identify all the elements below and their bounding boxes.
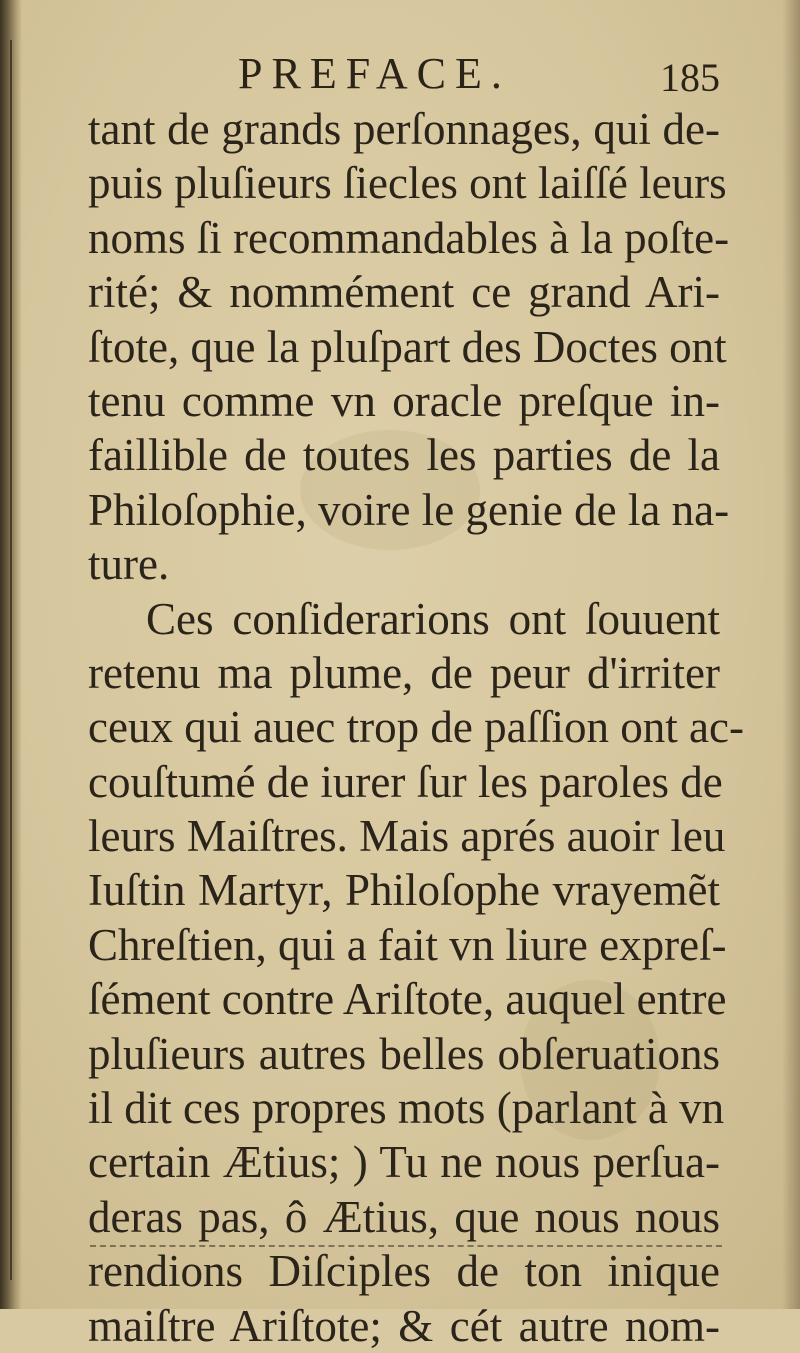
text-line: ceux qui auec trop de paſſion ont ac- bbox=[88, 702, 744, 753]
binding-shadow-line bbox=[10, 40, 12, 1280]
text-line: Chreſtien, qui a fait vn liure expreſ- bbox=[88, 919, 727, 970]
page-header bbox=[90, 46, 720, 102]
text-line: rendions Diſciples de ton inique bbox=[88, 1246, 720, 1297]
text-line: ture. bbox=[88, 539, 170, 590]
body-text bbox=[88, 102, 744, 1353]
text-line: Iuſtin Martyr, Philoſophe vrayemẽt bbox=[88, 865, 720, 916]
running-title: PREFACE. bbox=[238, 49, 511, 98]
text-line: leurs Maiſtres. Mais aprés auoir leu bbox=[88, 811, 726, 862]
text-line: noms ſi recommandables à la poſte- bbox=[88, 212, 730, 263]
text-line: il dit ces propres mots (parlant à vn bbox=[88, 1083, 725, 1134]
text-line: ſément contre Ariſtote, auquel entre bbox=[88, 974, 727, 1025]
text-line: tenu comme vn oracle preſque in- bbox=[88, 375, 720, 426]
page-number: 185 bbox=[660, 55, 720, 100]
text-line: certain Ætius; ) Tu ne nous perſua- bbox=[88, 1137, 720, 1188]
text-line: ſtote, que la pluſpart des Doctes ont bbox=[88, 321, 727, 372]
text-line: faillible de toutes les parties de la bbox=[88, 430, 720, 481]
text-line: Philoſophie, voire le genie de la na- bbox=[88, 484, 730, 535]
text-line: Ces conſiderarions ont ſouuent bbox=[146, 593, 720, 644]
page-right-edge bbox=[782, 0, 800, 1309]
text-line: rité; & nommément ce grand Ari- bbox=[88, 267, 720, 318]
text-line: couſtumé de iurer ſur les paroles de bbox=[88, 756, 723, 807]
text-line: retenu ma plume, de peur d'irriter bbox=[88, 647, 720, 698]
text-line: puis pluſieurs ſiecles ont laiſſé leurs bbox=[88, 158, 727, 209]
text-line: maiſtre Ariſtote; & cét autre nom- bbox=[88, 1300, 720, 1351]
text-line: pluſieurs autres belles obſeruations bbox=[88, 1028, 720, 1079]
text-line: deras pas, ô Ætius, que nous nous bbox=[88, 1191, 720, 1242]
bottom-rule-divider bbox=[90, 1245, 722, 1249]
text-line: tant de grands perſonnages, qui de- bbox=[88, 104, 720, 154]
